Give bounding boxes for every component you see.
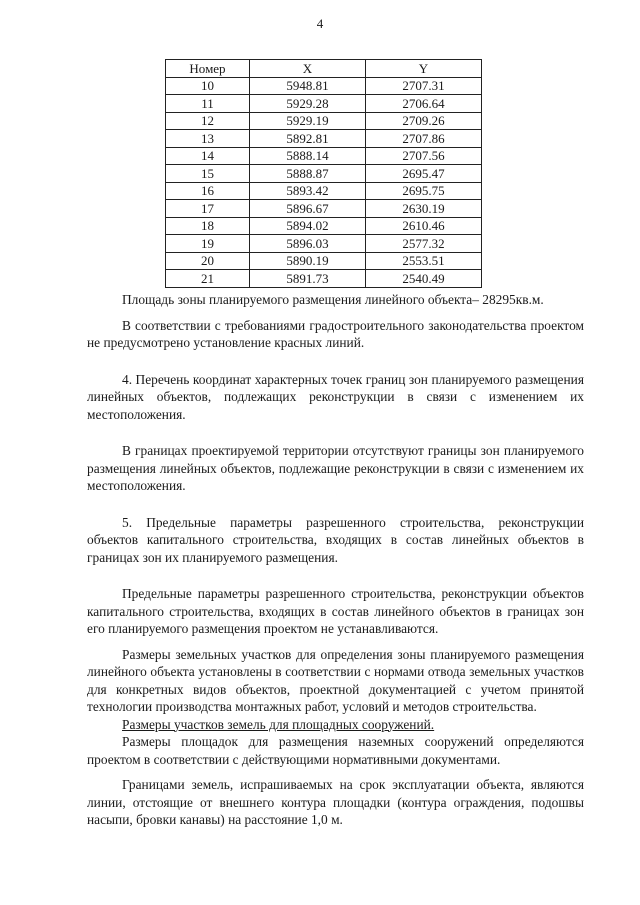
header-y: Y	[366, 60, 482, 78]
cell-x: 5929.28	[250, 95, 366, 113]
cell-number: 10	[166, 77, 250, 95]
table-row	[166, 182, 482, 200]
table-header-row	[166, 60, 482, 78]
cell-y: 2553.51	[366, 252, 482, 270]
table-row	[166, 165, 482, 183]
cell-x: 5896.67	[250, 200, 366, 218]
cell-y: 2707.31	[366, 77, 482, 95]
cell-x: 5893.42	[250, 182, 366, 200]
cell-number: 21	[166, 270, 250, 288]
cell-y: 2630.19	[366, 200, 482, 218]
section-5-heading: 5. Предельные параметры разрешенного строительства, реконструкции объектов капитального строительства, входящих в состав линейных объектов в границах зон их планируемого размещения.	[87, 514, 584, 565]
cell-number: 20	[166, 252, 250, 270]
section-4-text: В границах проектируемой территории отсутствуют границы зон планируемого размещения линейных объектов, подлежащие реконструкции в связи с изменением их местоположения.	[87, 443, 584, 493]
cell-number: 18	[166, 217, 250, 235]
cell-x: 5890.19	[250, 252, 366, 270]
cell-x: 5891.73	[250, 270, 366, 288]
cell-number: 14	[166, 147, 250, 165]
cell-number: 19	[166, 235, 250, 253]
ground-sites-paragraph: Размеры площадок для размещения наземных сооружений определяются проектом в соответствии с действующими нормативными документами.	[87, 734, 584, 767]
cell-number: 11	[166, 95, 250, 113]
table-row	[166, 95, 482, 113]
cell-y: 2709.26	[366, 112, 482, 130]
coordinates-table	[165, 59, 482, 288]
cell-x: 5929.19	[250, 112, 366, 130]
cell-number: 12	[166, 112, 250, 130]
table-row	[166, 200, 482, 218]
table-row	[166, 130, 482, 148]
cell-y: 2707.86	[366, 130, 482, 148]
cell-y: 2706.64	[366, 95, 482, 113]
cell-number: 13	[166, 130, 250, 148]
cell-number: 17	[166, 200, 250, 218]
cell-y: 2540.49	[366, 270, 482, 288]
plot-sizes-paragraph: Размеры земельных участков для определения зоны планируемого размещения линейного объекта установлены в соответствии с нормами отвода земельных участков для конкретных видов объектов, проектной документацией с учетом принятой технологии производства монтажных работ, условий и методов строительства.	[87, 646, 584, 714]
cell-number: 15	[166, 165, 250, 183]
document-body	[87, 291, 584, 829]
cell-x: 5896.03	[250, 235, 366, 253]
page-number: 4	[316, 16, 324, 31]
cell-x: 5888.87	[250, 165, 366, 183]
cell-y: 2707.56	[366, 147, 482, 165]
table-row	[166, 235, 482, 253]
cell-x: 5888.14	[250, 147, 366, 165]
cell-y: 2695.75	[366, 182, 482, 200]
table-row	[166, 270, 482, 288]
section-4-heading: 4. Перечень координат характерных точек границ зон планируемого размещения линейных объектов, подлежащих реконструкции в связи с изменением их местоположения.	[87, 371, 584, 422]
cell-x: 5948.81	[250, 77, 366, 95]
cell-y: 2695.47	[366, 165, 482, 183]
area-paragraph: Площадь зоны планируемого размещения линейного объекта– 28295кв.м.	[122, 292, 544, 307]
cell-x: 5894.02	[250, 217, 366, 235]
red-lines-paragraph: В соответствии с требованиями градостроительного законодательства проектом не предусмотрено установление красных линий.	[87, 317, 584, 350]
table-row	[166, 252, 482, 270]
cell-y: 2610.46	[366, 217, 482, 235]
table-row	[166, 77, 482, 95]
limits-paragraph: Предельные параметры разрешенного строительства, реконструкции объектов капитального строительства, входящих в состав линейного объектов в границах зон его планируемого размещения проектом не устанавливаются.	[87, 586, 584, 636]
header-number: Номер	[166, 60, 250, 78]
cell-y: 2577.32	[366, 235, 482, 253]
table-row	[166, 217, 482, 235]
cell-x: 5892.81	[250, 130, 366, 148]
cell-number: 16	[166, 182, 250, 200]
header-x: X	[250, 60, 366, 78]
land-borders-paragraph: Границами земель, испрашиваемых на срок эксплуатации объекта, являются линии, отстоящие от внешнего контура площадки (контура ограждения, подошвы насыпи, бровки канавы) на расстояние 1,0 м.	[87, 777, 584, 827]
table-row	[166, 112, 482, 130]
table-row	[166, 147, 482, 165]
area-structures-heading: Размеры участков земель для площадных сооружений.	[122, 716, 435, 732]
